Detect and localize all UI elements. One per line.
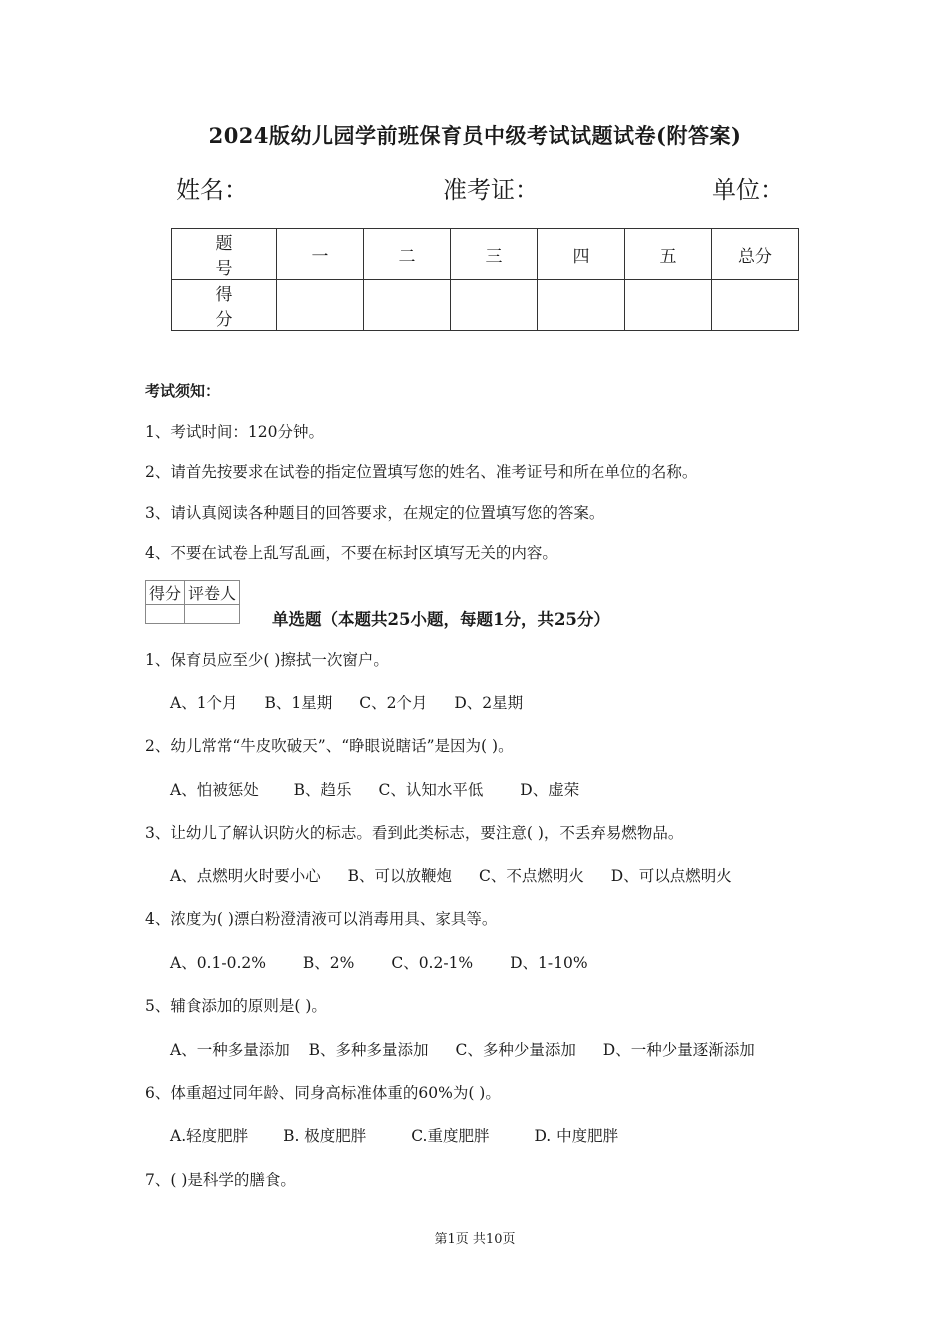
score-table-header-row xyxy=(172,229,799,280)
score-cell xyxy=(712,280,799,331)
question-options xyxy=(170,951,610,973)
question-text: 4、浓度为( )漂白粉澄清液可以消毒用具、家具等。 xyxy=(145,910,498,928)
note-item: 2、请首先按要求在试卷的指定位置填写您的姓名、准考证号和所在单位的名称。 xyxy=(145,463,698,481)
header-cell: 四 xyxy=(538,229,625,280)
notes-title: 考试须知： xyxy=(145,382,221,400)
grader-score-cell xyxy=(146,605,185,624)
question-text: 7、( )是科学的膳食。 xyxy=(145,1171,296,1189)
option: B、1星期 xyxy=(264,694,333,712)
option: C、多种少量添加 xyxy=(455,1041,576,1059)
option: C、2个月 xyxy=(359,694,428,712)
option: A、0.1-0.2% xyxy=(170,954,266,972)
question-text: 6、体重超过同年龄、同身高标准体重的60%为( )。 xyxy=(145,1084,501,1102)
option: A、点燃明火时要小心 xyxy=(170,867,321,885)
page-title: 2024版幼儿园学前班保育员中级考试试题试卷(附答案) xyxy=(208,123,742,148)
unit-label: 单位： xyxy=(712,176,784,204)
header-cell: 三 xyxy=(451,229,538,280)
option: D、一种少量逐渐添加 xyxy=(602,1041,755,1059)
question-options xyxy=(170,691,545,713)
score-row-label: 得 分 xyxy=(172,280,277,331)
page-footer: 第1页 共10页 xyxy=(434,1232,516,1247)
option: A.轻度肥胖 xyxy=(170,1127,249,1145)
score-table-score-row xyxy=(172,280,799,331)
option: D、2星期 xyxy=(454,694,524,712)
option: D. 中度肥胖 xyxy=(534,1127,619,1145)
option: B. 极度肥胖 xyxy=(283,1127,367,1145)
option: B、趋乐 xyxy=(293,781,352,799)
question-options xyxy=(170,1124,640,1146)
question-options xyxy=(170,864,754,886)
option: D、可以点燃明火 xyxy=(610,867,732,885)
question-text: 5、辅食添加的原则是( )。 xyxy=(145,997,327,1015)
option: D、虚荣 xyxy=(520,781,580,799)
question-options xyxy=(170,1038,777,1060)
header-cell: 五 xyxy=(625,229,712,280)
option: C、认知水平低 xyxy=(378,781,484,799)
grader-box xyxy=(145,580,240,624)
option: B、多种多量添加 xyxy=(308,1041,429,1059)
option: A、怕被惩处 xyxy=(170,781,259,799)
section-title: 单选题（本题共25小题，每题1分，共25分） xyxy=(272,610,610,629)
grader-name-cell xyxy=(185,605,240,624)
note-item: 3、请认真阅读各种题目的回答要求，在规定的位置填写您的答案。 xyxy=(145,504,605,522)
option: D、1-10% xyxy=(510,954,588,972)
option: C、不点燃明火 xyxy=(478,867,584,885)
score-cell xyxy=(451,280,538,331)
grader-label: 评卷人 xyxy=(185,581,240,605)
grader-score-label: 得分 xyxy=(146,581,185,605)
header-cell: 题 号 xyxy=(172,229,277,280)
header-cell: 一 xyxy=(277,229,364,280)
score-cell xyxy=(277,280,364,331)
question-text: 2、幼儿常常“牛皮吹破天”、“睁眼说瞎话”是因为( )。 xyxy=(145,737,514,755)
option: A、一种多量添加 xyxy=(170,1041,290,1059)
score-table xyxy=(171,228,799,331)
question-options xyxy=(170,778,601,800)
option: B、可以放鞭炮 xyxy=(347,867,453,885)
option: A、1个月 xyxy=(170,694,238,712)
score-cell xyxy=(625,280,712,331)
option: C.重度肥胖 xyxy=(411,1127,490,1145)
note-item: 4、不要在试卷上乱写乱画，不要在标封区填写无关的内容。 xyxy=(145,544,558,562)
option: B、2% xyxy=(302,954,355,972)
question-text: 1、保育员应至少( )擦拭一次窗户。 xyxy=(145,651,389,669)
exam-id-label: 准考证： xyxy=(443,176,539,204)
header-cell: 总分 xyxy=(712,229,799,280)
score-cell xyxy=(538,280,625,331)
name-label: 姓名： xyxy=(176,176,248,204)
note-item: 1、考试时间：120分钟。 xyxy=(145,423,324,441)
header-cell: 二 xyxy=(364,229,451,280)
score-cell xyxy=(364,280,451,331)
option: C、0.2-1% xyxy=(391,954,474,972)
question-text: 3、让幼儿了解认识防火的标志。看到此类标志，要注意( )，不丢弃易燃物品。 xyxy=(145,824,684,842)
